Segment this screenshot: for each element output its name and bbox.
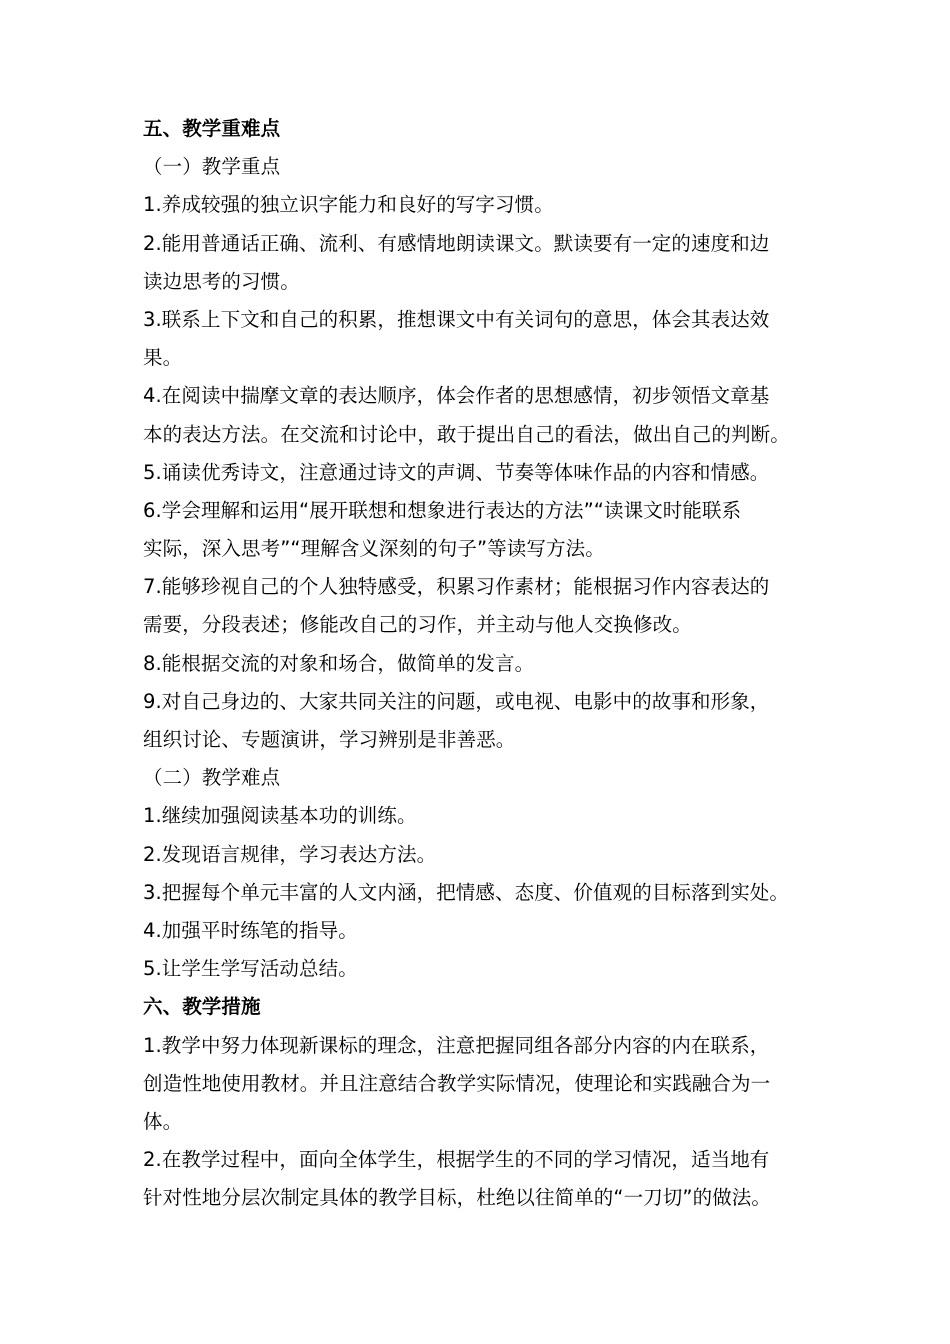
paragraph-line: 2.能用普通话正确、流利、有感情地朗读课文。默读要有一定的速度和边 xyxy=(143,231,770,255)
paragraph-line: 1.继续加强阅读基本功的训练。 xyxy=(143,804,417,828)
paragraph-line: 2.发现语言规律，学习表达方法。 xyxy=(143,842,437,866)
document-body xyxy=(143,110,823,1217)
subsection-heading: （一）教学重点 xyxy=(143,155,281,179)
paragraph-line: 8.能根据交流的对象和场合，做简单的发言。 xyxy=(143,651,535,675)
paragraph-line: 果。 xyxy=(143,346,183,370)
paragraph-line: 组织讨论、专题演讲，学习辨别是非善恶。 xyxy=(143,728,516,751)
paragraph-line: 需要，分段表述；修能改自己的习作，并主动与他人交换修改。 xyxy=(143,613,692,637)
paragraph-line: 4.在阅读中揣摩文章的表达顺序，体会作者的思想感情，初步领悟文章基 xyxy=(143,384,770,408)
section-heading: 六、教学措施 xyxy=(143,995,261,1019)
paragraph-line: 7.能够珍视自己的个人独特感受，积累习作素材；能根据习作内容表达的 xyxy=(143,575,770,599)
paragraph-line: 6.学会理解和运用“展开联想和想象进行表达的方法”“读课文时能联系 xyxy=(143,498,742,522)
section-heading: 五、教学重难点 xyxy=(143,117,281,140)
paragraph-line: 本的表达方法。在交流和讨论中，敢于提出自己的看法，做出自己的判断。 xyxy=(143,422,790,446)
paragraph-line: 2.在教学过程中，面向全体学生，根据学生的不同的学习情况，适当地有 xyxy=(143,1148,770,1172)
paragraph-line: 3.联系上下文和自己的积累，推想课文中有关词句的意思，体会其表达效 xyxy=(143,307,770,331)
paragraph-line: 1.养成较强的独立识字能力和良好的写字习惯。 xyxy=(143,193,554,217)
paragraph-line: 4.加强平时练笔的指导。 xyxy=(143,918,358,942)
paragraph-line: 3.把握每个单元丰富的人文内涵，把情感、态度、价值观的目标落到实处。 xyxy=(143,880,790,904)
paragraph-line: 体。 xyxy=(143,1109,183,1133)
paragraph-line: 9.对自己身边的、大家共同关注的问题，或电视、电影中的故事和形象， xyxy=(143,689,770,713)
paragraph-line: 1.教学中努力体现新课标的理念，注意把握同组各部分内容的内在联系， xyxy=(143,1033,770,1057)
paragraph-line: 实际，深入思考”“理解含义深刻的句子”等读写方法。 xyxy=(143,537,605,561)
paragraph-line: 针对性地分层次制定具体的教学目标，杜绝以往简单的“一刀切”的做法。 xyxy=(143,1186,772,1210)
paragraph-line: 创造性地使用教材。并且注意结合教学实际情况，使理论和实践融合为一 xyxy=(143,1071,771,1095)
paragraph-line: 5.诵读优秀诗文，注意通过诗文的声调、节奏等体味作品的内容和情感。 xyxy=(143,460,770,484)
paragraph-line: 读边思考的习惯。 xyxy=(143,269,300,293)
paragraph-line: 5.让学生学写活动总结。 xyxy=(143,957,358,981)
subsection-heading: （二）教学难点 xyxy=(143,766,281,790)
